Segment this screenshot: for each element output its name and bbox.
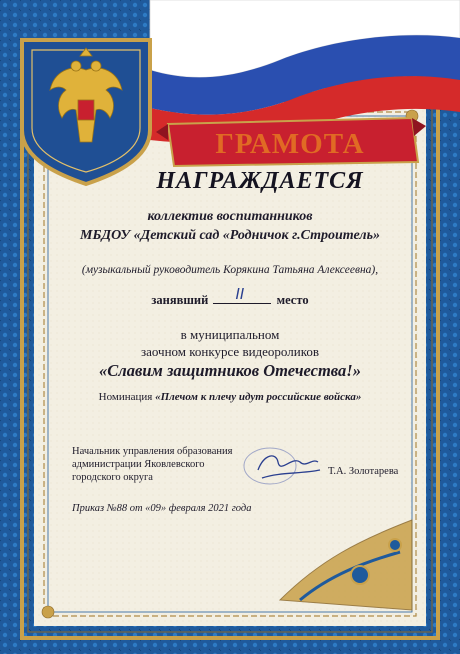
signer-title-line-3: городского округа [72, 472, 153, 483]
signer-name: Т.А. Золотарева [328, 466, 399, 477]
signer-title-line-1: Начальник управления образования [72, 446, 233, 457]
contest-name: «Славим защитников Отечества!» [99, 361, 361, 380]
nomination-prefix: Номинация [98, 391, 153, 403]
signer-title-line-2: администрации Яковлевского [72, 459, 205, 470]
contest-line-1: в муниципальном [180, 327, 280, 342]
place-blank [213, 285, 271, 304]
awarded-heading: НАГРАЖДАЕТСЯ [156, 168, 364, 194]
certificate-title: ГРАМОТА [215, 128, 365, 160]
nomination-value: «Плечом к плечу идут российские войска» [155, 391, 362, 403]
order-line: Приказ №88 от «09» февраля 2021 года [72, 503, 252, 514]
nomination-line [0, 391, 460, 403]
contest-line-2: заочном конкурсе видеороликов [140, 344, 320, 359]
recipient-line-1: коллектив воспитанников [147, 209, 313, 224]
recipient-line-2: МБДОУ «Детский сад «Родничок г.Строитель» [80, 228, 380, 243]
place-line [0, 285, 460, 308]
leader-line: (музыкальный руководитель Корякина Татьяна Алексеевна), [81, 264, 379, 276]
place-value: II [235, 285, 245, 303]
coat-of-arms-emblem [22, 40, 150, 184]
place-suffix: место [276, 293, 309, 307]
place-prefix: занявший [151, 293, 209, 307]
